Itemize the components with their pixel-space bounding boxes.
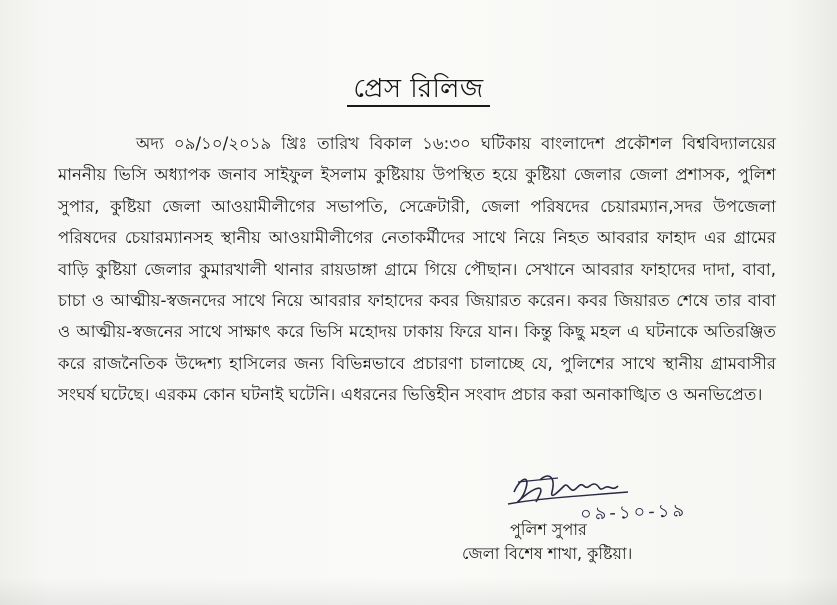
- signatory-office: জেলা বিশেষ শাখা, কুষ্টিয়া।: [462, 544, 633, 563]
- document-body: অদ্য ০৯/১০/২০১৯ খ্রিঃ তারিখ বিকাল ১৬:৩০ ঘটিকায় বাংলাদেশ প্রকৌশল বিশ্ববিদ্যালয়ের মাননীয় ভিসি অধ্যাপক জনাব সাইফুল ইসলাম কুষ্টিয়ায় উপস্থিত হয়ে কুষ্টিয়া জেলার জেলা প্রশাসক, পুলিশ সুপার, কুষ্টিয়া জেলা আওয়ামীলীগের সভাপতি, সেক্রেটারী, জেলা পরিষদের চেয়ারম্যান,সদর উপজেলা পরিষদের চেয়ারম্যানসহ স্থানীয় আওয়ামীলীগের নেতাকর্মীদের সাথে নিয়ে নিহত আবরার ফাহাদ এর গ্রামের বাড়ি কুষ্টিয়া জেলার কুমারখালী থানার রায়ডাঙ্গা গ্রামে গিয়ে পৌছান। সেখানে আবরার ফাহাদের দাদা, বাবা, চাচা ও আত্মীয়-স্বজনদের সাথে নিয়ে আবরার ফাহাদের কবর জিয়ারত করেন। কবর জিয়ারত শেষে তার বাবা ও আত্মীয়-স্বজনের সাথে সাক্ষাৎ করে ভিসি মহোদয় ঢাকায় ফিরে যান। কিন্তু কিছু মহল এ ঘটনাকে অতিরঞ্জিত করে রাজনৈতিক উদ্দেশ্য হাসিলের জন্য বিভিন্নভাবে প্রচারণা চালাচ্ছে যে, পুলিশের সাথে স্থানীয় গ্রামবাসীর সংঘর্ষ ঘটেছে। এরকম কোন ঘটনাই ঘটেনি। এধরনের ভিত্তিহীন সংবাদ প্রচার করা অনাকাঙ্খিত ও অনভিপ্রেত।: [58, 134, 776, 405]
- document-title-text: প্রেস রিলিজ: [347, 74, 489, 107]
- signature-date: ০৯-১০-১৯: [579, 500, 688, 525]
- document-title: [0, 68, 837, 112]
- signatory-title: পুলিশ সুপার: [510, 520, 587, 539]
